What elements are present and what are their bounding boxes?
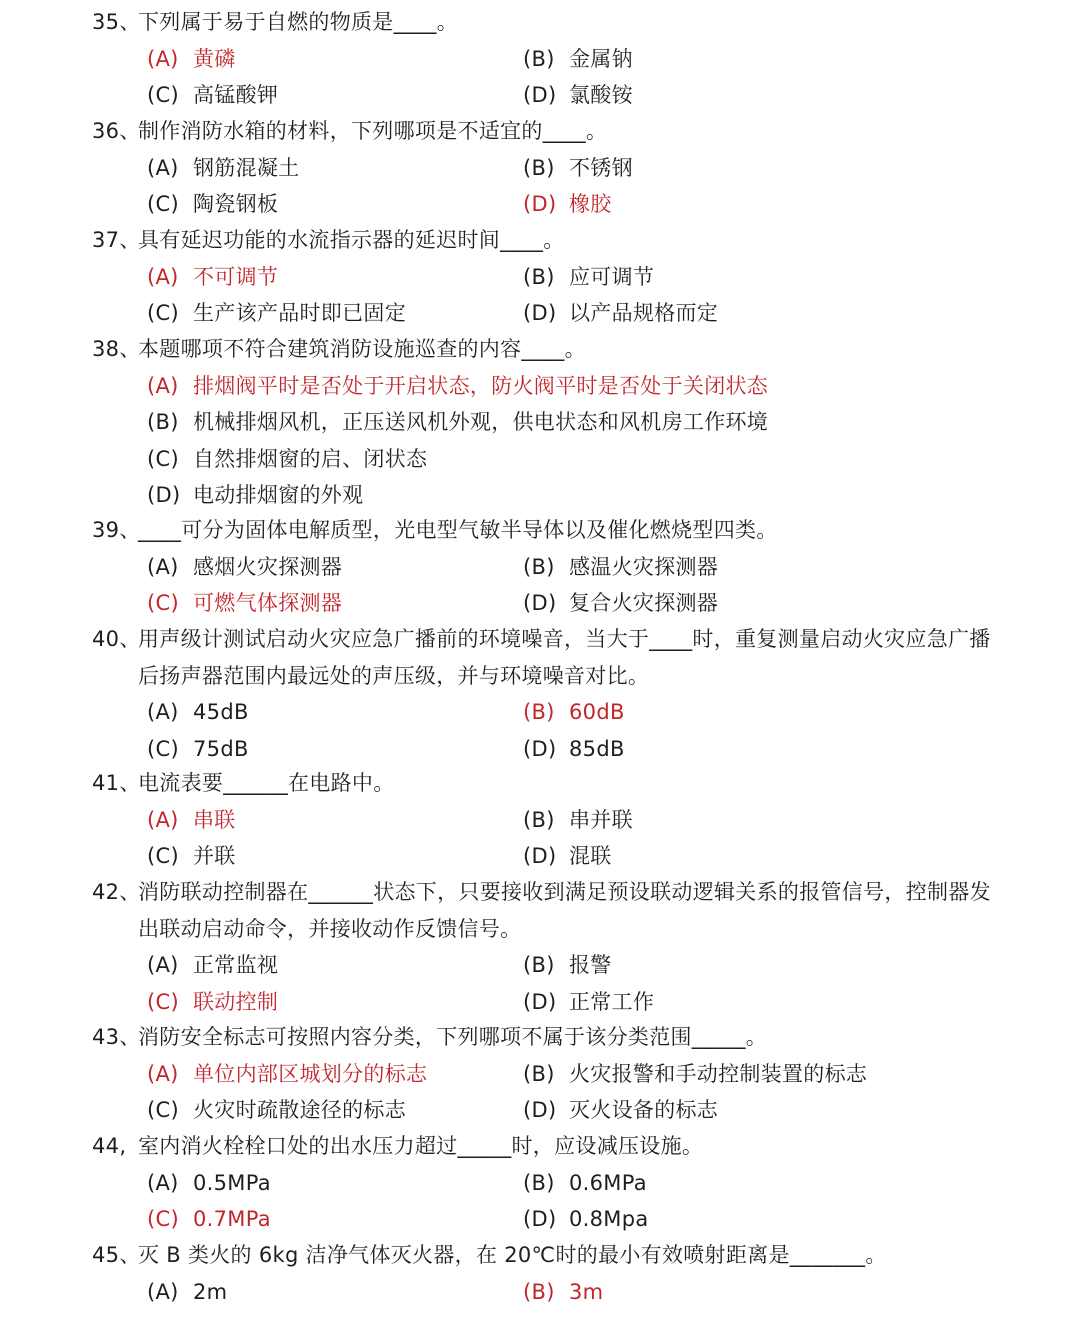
option-label: (D) xyxy=(523,989,557,1014)
option-text: 黄磷 xyxy=(193,46,236,71)
option-row xyxy=(147,838,1002,875)
option-label: (C) xyxy=(147,192,179,216)
option-b xyxy=(523,947,943,984)
option-label: (A) xyxy=(147,700,179,724)
option-row xyxy=(147,259,1002,296)
option-row xyxy=(147,585,1002,622)
option-c xyxy=(147,441,987,478)
question-text: 具有延迟功能的水流指示器的延迟时间____。 xyxy=(138,228,565,252)
option-label: (C) xyxy=(147,989,179,1014)
option-row xyxy=(147,947,1002,984)
question-stem xyxy=(92,222,1002,259)
option-d xyxy=(523,295,943,332)
option-a xyxy=(147,802,523,839)
question-text: 消防联动控制器在______状态下，只要接收到满足预设联动逻辑关系的报管信号，控制器发出联动启动命令，并接收动作反馈信号。 xyxy=(138,880,991,941)
option-label: (B) xyxy=(147,410,179,434)
option-row xyxy=(147,295,1002,332)
option-c xyxy=(147,585,523,622)
option-text: 可燃气体探测器 xyxy=(193,591,343,615)
question-0 xyxy=(92,4,1002,114)
option-label: (B) xyxy=(523,807,555,832)
question-text: 室内消火栓栓口处的出水压力超过_____时，应设减压设施。 xyxy=(138,1134,704,1158)
option-row xyxy=(147,731,1002,768)
option-c xyxy=(147,77,523,114)
option-text: 85dB xyxy=(569,736,625,761)
options xyxy=(92,150,1002,223)
option-label: (A) xyxy=(147,46,179,71)
option-a xyxy=(147,259,523,296)
option-a xyxy=(147,1165,523,1202)
option-label: (B) xyxy=(523,700,555,724)
option-b xyxy=(523,1165,943,1202)
question-number: 36、 xyxy=(92,119,141,143)
question-stem xyxy=(92,331,1002,368)
option-text: 钢筋混凝土 xyxy=(193,155,300,180)
option-label: (C) xyxy=(147,736,179,761)
option-text: 高锰酸钾 xyxy=(193,83,279,107)
option-c xyxy=(147,1092,523,1129)
option-text: 正常工作 xyxy=(569,989,655,1014)
option-text: 以产品规格而定 xyxy=(569,301,719,325)
options xyxy=(92,694,1002,767)
option-row xyxy=(147,1165,1002,1202)
question-number: 43、 xyxy=(92,1025,141,1049)
question-number: 45、 xyxy=(92,1243,141,1267)
option-label: (A) xyxy=(147,554,179,579)
option-row xyxy=(147,549,1002,586)
question-text: 电流表要______在电路中。 xyxy=(138,771,395,795)
option-label: (B) xyxy=(523,554,555,579)
question-stem xyxy=(92,874,1002,947)
option-row xyxy=(147,802,1002,839)
question-text: 本题哪项不符合建筑消防设施巡查的内容____。 xyxy=(138,337,586,361)
option-text: 金属钠 xyxy=(569,46,633,71)
option-text: 并联 xyxy=(193,844,236,868)
question-7 xyxy=(92,874,1002,1020)
option-label: (D) xyxy=(523,192,557,216)
option-label: (B) xyxy=(523,155,555,180)
option-d xyxy=(523,1092,943,1129)
option-c xyxy=(147,295,523,332)
option-c xyxy=(147,731,523,768)
option-label: (D) xyxy=(523,844,557,868)
question-text: 灭 B 类火的 6kg 洁净气体灭火器，在 20℃时的最小有效喷射距离是_______。 xyxy=(138,1243,887,1267)
option-text: 感温火灾探测器 xyxy=(569,554,719,579)
options xyxy=(92,549,1002,622)
option-text: 75dB xyxy=(193,736,249,761)
option-row xyxy=(147,1056,1002,1093)
option-label: (A) xyxy=(147,1061,179,1086)
option-label: (C) xyxy=(147,1207,179,1231)
question-stem xyxy=(92,1019,1002,1056)
options xyxy=(92,947,1002,1020)
option-text: 不可调节 xyxy=(193,264,279,289)
option-text: 机械排烟风机，正压送风机外观，供电状态和风机房工作环境 xyxy=(193,410,769,434)
option-label: (C) xyxy=(147,83,179,107)
question-number: 35、 xyxy=(92,10,141,34)
option-label: (A) xyxy=(147,1170,179,1195)
option-b xyxy=(523,150,943,187)
option-label: (A) xyxy=(147,373,179,398)
option-a xyxy=(147,368,987,405)
option-row xyxy=(147,1092,1002,1129)
option-label: (D) xyxy=(523,1098,557,1122)
option-label: (B) xyxy=(523,953,555,977)
option-text: 3m xyxy=(569,1279,604,1304)
option-row xyxy=(147,150,1002,187)
question-stem xyxy=(92,1128,1002,1165)
option-row xyxy=(147,984,1002,1021)
options xyxy=(92,1165,1002,1238)
option-text: 联动控制 xyxy=(193,989,279,1014)
question-9 xyxy=(92,1128,1002,1238)
option-text: 串联 xyxy=(193,807,236,832)
option-c xyxy=(147,984,523,1021)
option-label: (D) xyxy=(523,591,557,615)
question-number: 37、 xyxy=(92,228,141,252)
option-d xyxy=(523,186,943,223)
options xyxy=(92,41,1002,114)
option-d xyxy=(523,77,943,114)
option-label: (C) xyxy=(147,1098,179,1122)
option-b xyxy=(523,802,943,839)
question-number: 42、 xyxy=(92,880,141,904)
option-row xyxy=(147,1201,1002,1238)
options xyxy=(92,802,1002,875)
option-a xyxy=(147,41,523,78)
option-c xyxy=(147,186,523,223)
option-text: 应可调节 xyxy=(569,264,655,289)
option-text: 自然排烟窗的启、闭状态 xyxy=(193,446,428,471)
option-text: 电动排烟窗的外观 xyxy=(193,483,364,507)
question-6 xyxy=(92,765,1002,875)
option-text: 陶瓷钢板 xyxy=(193,192,279,216)
option-text: 火灾时疏散途径的标志 xyxy=(193,1098,406,1122)
option-label: (C) xyxy=(147,446,179,471)
option-text: 灭火设备的标志 xyxy=(569,1098,719,1122)
question-stem xyxy=(92,1237,1002,1274)
option-text: 正常监视 xyxy=(193,953,279,977)
option-text: 复合火灾探测器 xyxy=(569,591,719,615)
option-d xyxy=(523,1201,943,1238)
option-text: 45dB xyxy=(193,700,249,724)
question-text: 消防安全标志可按照内容分类，下列哪项不属于该分类范围_____。 xyxy=(138,1025,768,1049)
options xyxy=(92,1056,1002,1129)
option-label: (D) xyxy=(523,1207,557,1231)
option-row xyxy=(147,77,1002,114)
option-label: (B) xyxy=(523,46,555,71)
option-d xyxy=(147,477,987,514)
option-label: (D) xyxy=(523,301,557,325)
option-text: 2m xyxy=(193,1279,228,1304)
question-number: 38、 xyxy=(92,337,141,361)
option-label: (D) xyxy=(523,83,557,107)
question-stem xyxy=(92,4,1002,41)
option-label: (C) xyxy=(147,301,179,325)
options xyxy=(92,1274,1002,1311)
option-b xyxy=(523,41,943,78)
option-row xyxy=(147,368,1002,405)
option-text: 氯酸铵 xyxy=(569,83,633,107)
option-label: (B) xyxy=(523,1279,555,1304)
option-b xyxy=(523,1274,943,1311)
option-c xyxy=(147,838,523,875)
question-number: 39、 xyxy=(92,518,141,542)
question-4 xyxy=(92,512,1002,622)
option-row xyxy=(147,404,1002,441)
options xyxy=(92,368,1002,514)
option-text: 不锈钢 xyxy=(569,155,633,180)
option-d xyxy=(523,984,943,1021)
question-stem xyxy=(92,512,1002,549)
option-label: (C) xyxy=(147,591,179,615)
question-text: 下列属于易于自燃的物质是____。 xyxy=(138,10,459,34)
option-text: 单位内部区城划分的标志 xyxy=(193,1061,428,1086)
question-number: 41、 xyxy=(92,771,141,795)
option-text: 火灾报警和手动控制装置的标志 xyxy=(569,1061,868,1086)
option-text: 60dB xyxy=(569,700,625,724)
options xyxy=(92,259,1002,332)
question-number: 40、 xyxy=(92,627,141,651)
option-label: (B) xyxy=(523,1170,555,1195)
option-a xyxy=(147,549,523,586)
option-text: 感烟火灾探测器 xyxy=(193,554,343,579)
option-label: (D) xyxy=(147,483,181,507)
option-row xyxy=(147,441,1002,478)
question-text: ____可分为固体电解质型，光电型气敏半导体以及催化燃烧型四类。 xyxy=(138,518,778,542)
option-text: 0.8Mpa xyxy=(569,1207,649,1231)
question-5 xyxy=(92,621,1002,767)
option-row xyxy=(147,186,1002,223)
option-row xyxy=(147,1274,1002,1311)
question-10 xyxy=(92,1237,1002,1310)
option-text: 生产该产品时即已固定 xyxy=(193,301,406,325)
question-text: 制作消防水箱的材料，下列哪项是不适宜的____。 xyxy=(138,119,608,143)
option-b xyxy=(523,1056,943,1093)
option-label: (A) xyxy=(147,807,179,832)
option-text: 橡胶 xyxy=(569,192,612,216)
option-b xyxy=(147,404,987,441)
option-label: (D) xyxy=(523,736,557,761)
option-a xyxy=(147,1274,523,1311)
option-row xyxy=(147,41,1002,78)
option-text: 0.7MPa xyxy=(193,1207,271,1231)
option-label: (A) xyxy=(147,953,179,977)
option-d xyxy=(523,838,943,875)
option-text: 排烟阀平时是否处于开启状态，防火阀平时是否处于关闭状态 xyxy=(193,373,769,398)
question-stem xyxy=(92,765,1002,802)
question-number: 44, xyxy=(92,1134,127,1158)
option-b xyxy=(523,694,943,731)
option-label: (C) xyxy=(147,844,179,868)
option-text: 0.5MPa xyxy=(193,1170,271,1195)
option-text: 串并联 xyxy=(569,807,633,832)
option-text: 0.6MPa xyxy=(569,1170,647,1195)
option-label: (B) xyxy=(523,264,555,289)
option-label: (A) xyxy=(147,155,179,180)
option-label: (B) xyxy=(523,1061,555,1086)
option-row xyxy=(147,694,1002,731)
option-label: (A) xyxy=(147,264,179,289)
question-text: 用声级计测试启动火灾应急广播前的环境噪音，当大于____时，重复测量启动火灾应急广播后扬声器范围内最远处的声压级，并与环境噪音对比。 xyxy=(138,627,991,688)
question-2 xyxy=(92,222,1002,332)
option-text: 报警 xyxy=(569,953,612,977)
option-c xyxy=(147,1201,523,1238)
question-3 xyxy=(92,331,1002,514)
option-b xyxy=(523,549,943,586)
option-row xyxy=(147,477,1002,514)
question-stem xyxy=(92,113,1002,150)
question-1 xyxy=(92,113,1002,223)
option-a xyxy=(147,150,523,187)
question-8 xyxy=(92,1019,1002,1129)
option-a xyxy=(147,694,523,731)
option-a xyxy=(147,1056,523,1093)
option-d xyxy=(523,585,943,622)
option-a xyxy=(147,947,523,984)
option-label: (A) xyxy=(147,1279,179,1304)
option-text: 混联 xyxy=(569,844,612,868)
option-d xyxy=(523,731,943,768)
option-b xyxy=(523,259,943,296)
question-stem xyxy=(92,621,1002,694)
